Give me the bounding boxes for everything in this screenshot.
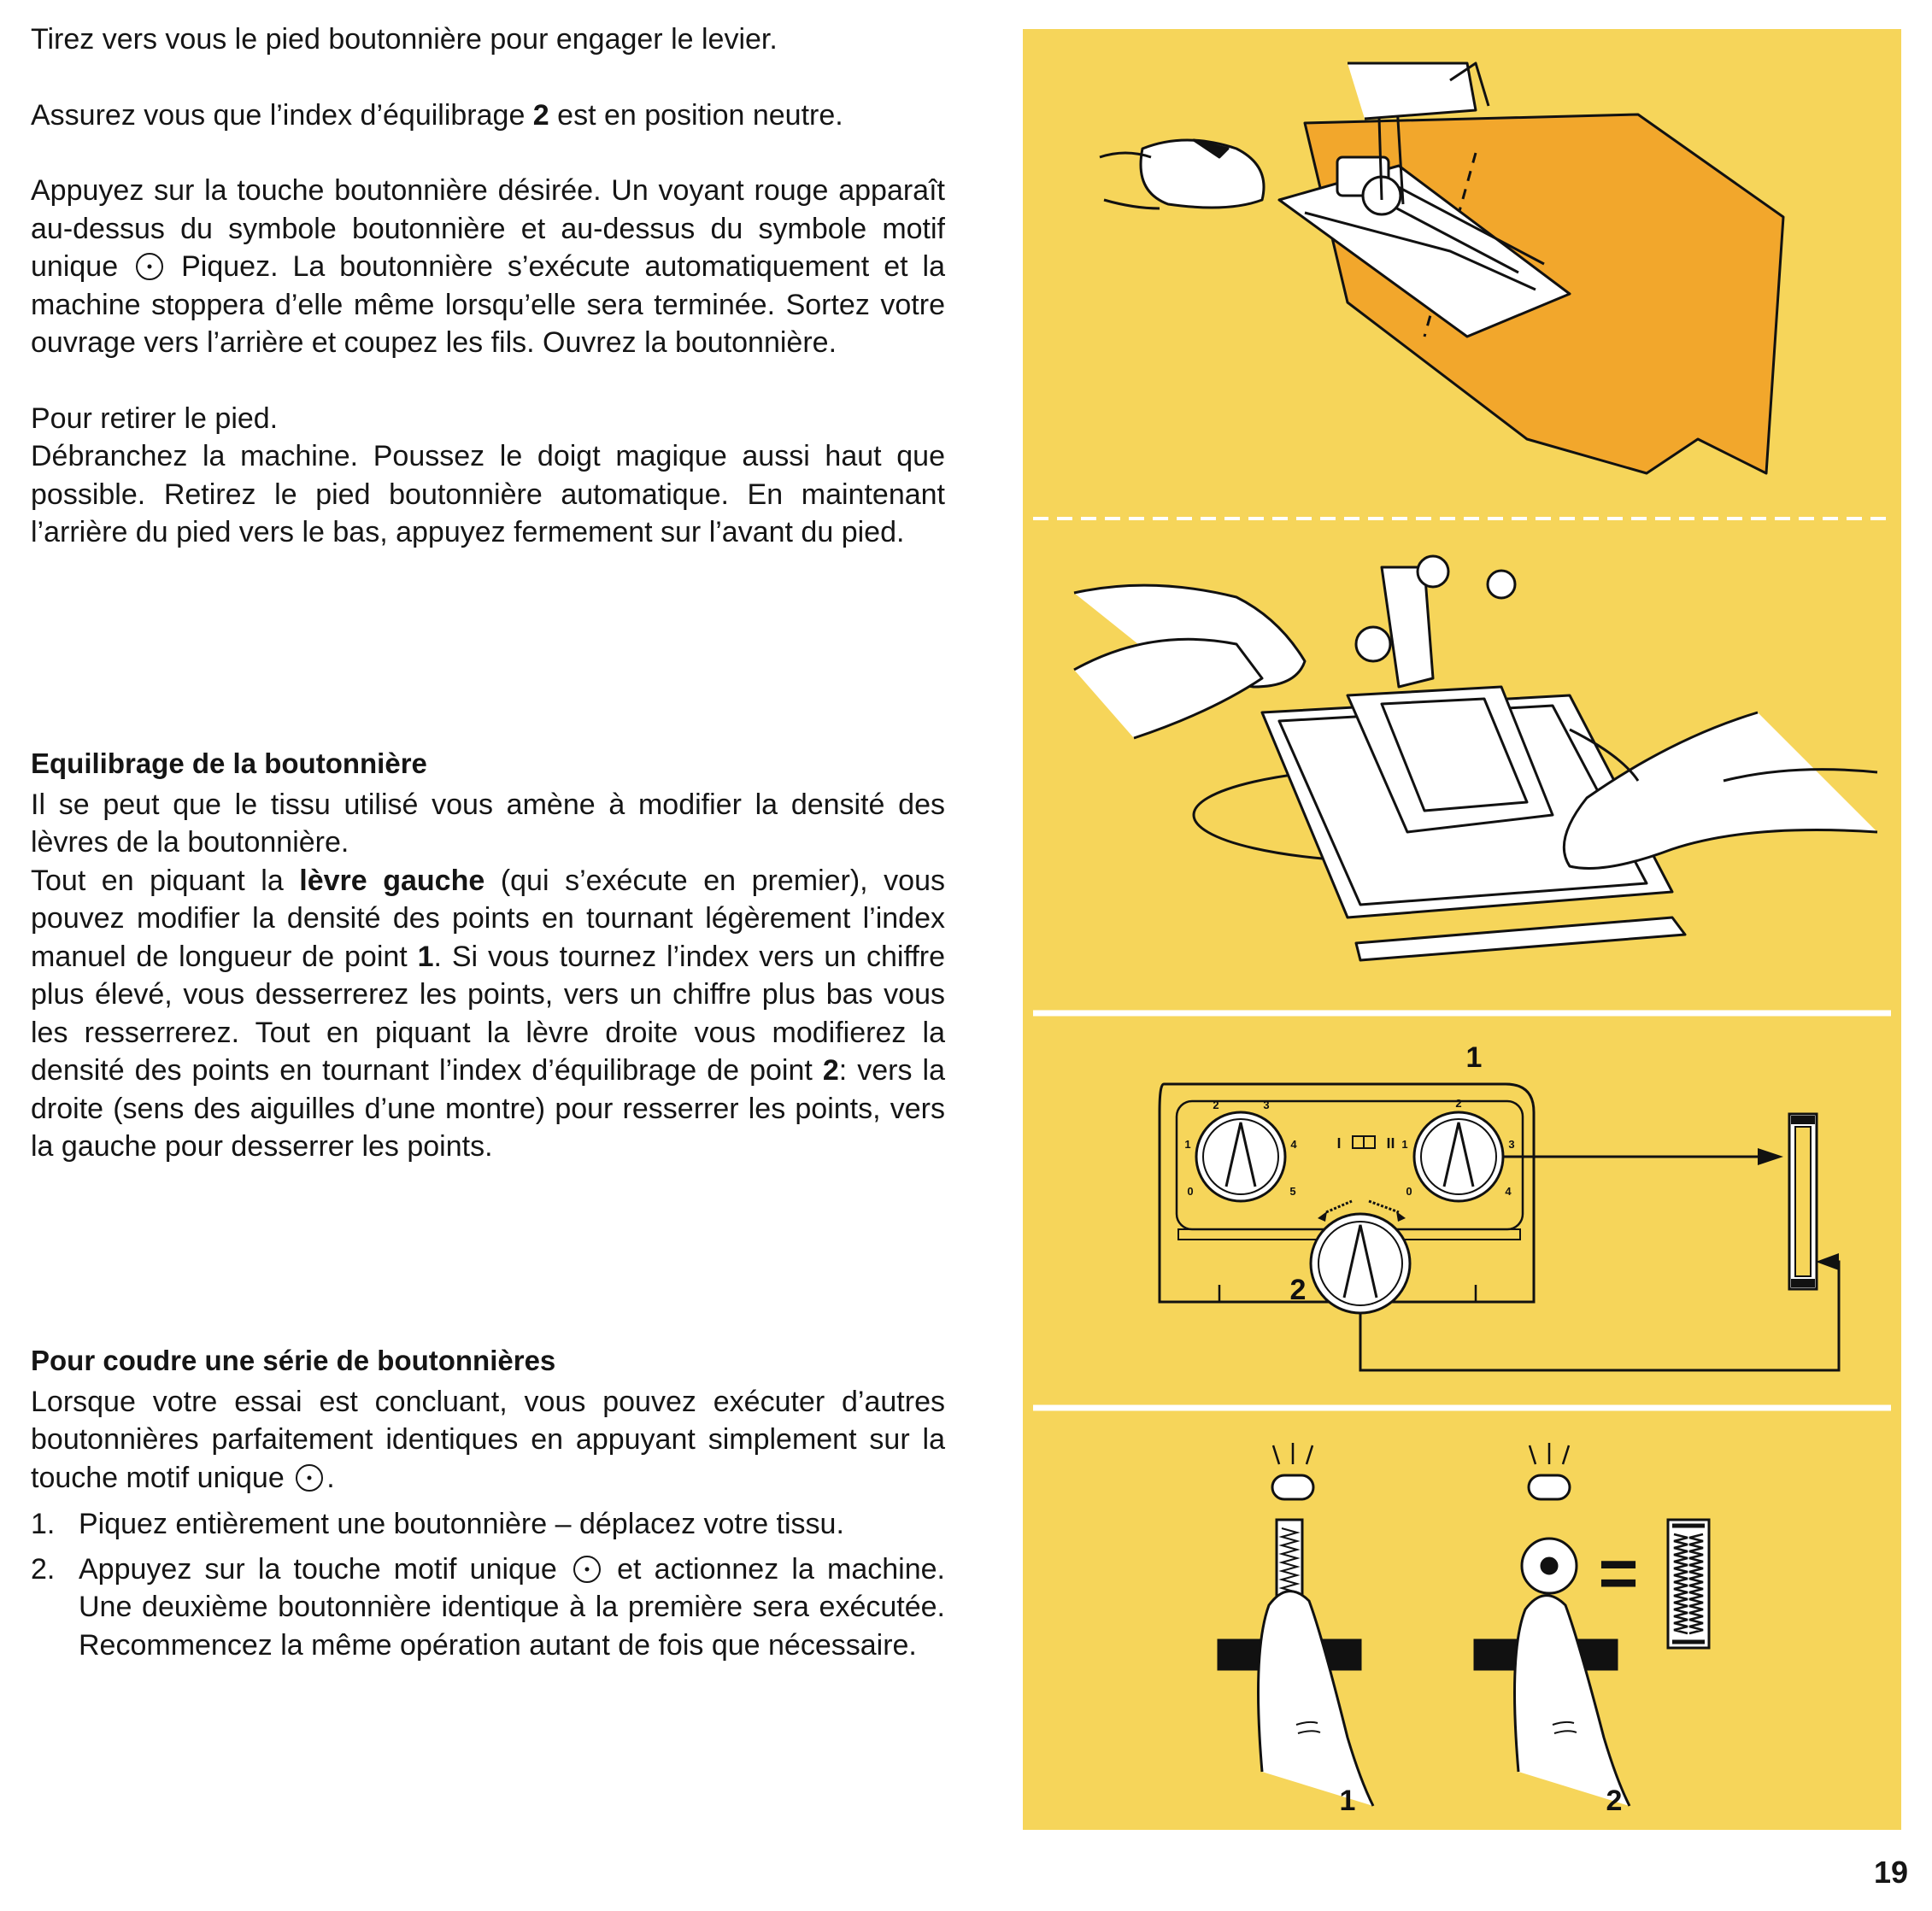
paragraph-remove-foot: Débranchez la machine. Poussez le doigt magique aussi haut que possible. Retirez le pied boutonnière automatique. En maintenant l’arrière du pied vers le bas, appuyez fermement sur l’avant du pied. — [31, 440, 945, 548]
illustration-key-press — [1219, 1443, 1709, 1817]
dial-tick: 0 — [1187, 1185, 1194, 1198]
list-item — [31, 1550, 945, 1665]
dial-tick: 4 — [1290, 1138, 1297, 1151]
paragraph-balance-detail — [31, 862, 945, 1166]
bold-span: 2 — [532, 98, 549, 132]
step-text: Piquez entièrement une boutonnière – déplacez votre tissu. — [79, 1508, 844, 1540]
illustration-foot-fabric — [1100, 63, 1783, 473]
right-hand-shape — [1564, 712, 1877, 869]
heading-balance: Equilibrage de la boutonnière — [31, 747, 427, 779]
steps-list — [31, 1505, 945, 1664]
dial-tick: 3 — [1263, 1099, 1270, 1111]
text-span: est en position neutre. — [549, 98, 843, 132]
illustration-panel — [1023, 29, 1901, 1830]
step-text: et actionnez la machine. Une deuxième boutonnière identique à la première sera exécutée. Recommencez la même opération autant de fois que nécessaire. — [79, 1552, 945, 1662]
text-span: . — [326, 1461, 335, 1494]
indicator-light-1 — [1272, 1475, 1313, 1499]
finished-buttonhole — [1668, 1520, 1709, 1648]
finger-shape — [1141, 140, 1264, 208]
step-number: 1. — [31, 1508, 56, 1540]
bold-span: 1 — [417, 940, 434, 973]
arrow-head-icon — [1816, 1253, 1839, 1270]
dial-tick: 5 — [1289, 1185, 1296, 1198]
equals-sign: = — [1598, 1535, 1639, 1611]
list-item — [31, 1505, 945, 1544]
text-span: Assurez vous que l’index d’équilibrage — [31, 98, 533, 132]
dial-tick: 1 — [1184, 1138, 1191, 1151]
label-step-1: 1 — [1339, 1785, 1356, 1817]
dial-tick: 1 — [1401, 1138, 1408, 1151]
text-span: : vers la droite (sens des aiguilles d’une montre) pour resserrer les points, vers la gauche pour desserrer les points. — [31, 1054, 945, 1163]
dial-tick: 4 — [1505, 1185, 1512, 1198]
single-pattern-icon — [296, 1464, 323, 1492]
text-span: Tout en piquant la — [31, 864, 300, 897]
label-dial-1: 1 — [1465, 1041, 1483, 1074]
paragraph-index-neutral — [31, 97, 945, 135]
dial-tick: 2 — [1455, 1097, 1462, 1110]
single-pattern-icon — [136, 253, 163, 280]
label-step-2: 2 — [1606, 1785, 1623, 1817]
bold-span: lèvre gauche — [299, 864, 485, 897]
paragraph-series — [31, 1383, 945, 1498]
arrow-head-icon — [1758, 1148, 1783, 1165]
step-text: Appuyez sur la touche motif unique — [79, 1552, 557, 1586]
paragraph-intro: Tirez vers vous le pied boutonnière pour engager le levier. — [31, 23, 778, 56]
paragraph-buttonhole-key — [31, 172, 945, 362]
illustration-dial-panel — [1160, 1041, 1839, 1370]
dial-tick: 2 — [1213, 1099, 1219, 1111]
text-span: Lorsque votre essai est concluant, vous pouvez exécuter d’autres boutonnières parfaitement identiques en appuyant simplement sur la touche motif unique — [31, 1385, 945, 1494]
text-span: Appuyez sur la touche boutonnière désirée. Un voyant rouge apparaît au-dessus du symbole boutonnière et au-dessus du symbole motif unique — [31, 174, 945, 283]
single-pattern-icon — [573, 1556, 601, 1583]
text-column — [31, 21, 945, 1671]
text-span: . Si vous tournez l’index vers un chiffre plus élevé, vous desserrerez les points, vers un chiffre plus bas vous les resserrerez. Tout en piquant la lèvre droite vous modifierez la densité des points en tournant l’index d’équilibrage de point — [31, 940, 945, 1087]
paragraph-balance-intro: Il se peut que le tissu utilisé vous amène à modifier la densité des lèvres de la boutonnière. — [31, 788, 945, 859]
dial-tick: 3 — [1508, 1138, 1515, 1151]
text-span: Piquez. La boutonnière s’exécute automatiquement et la machine stoppera d’elle même lorsqu’elle sera terminée. Sortez votre ouvrage vers l’arrière et coupez les fils. Ouvrez la boutonnière. — [31, 250, 946, 359]
label-dial-2: 2 — [1289, 1274, 1307, 1306]
paragraph-remove-foot-title: Pour retirer le pied. — [31, 402, 279, 435]
finger-icon — [1515, 1596, 1630, 1806]
text-span: (qui s’exécute en premier), vous pouvez modifier la densité des points en tournant légèrement l’index manuel de longueur de point — [31, 864, 945, 973]
heading-series: Pour coudre une série de boutonnières — [31, 1344, 556, 1376]
step-number: 2. — [31, 1552, 56, 1586]
indicator-light-2 — [1529, 1475, 1570, 1499]
illustration-remove-foot — [1074, 556, 1877, 960]
dial-tick: 0 — [1406, 1185, 1412, 1198]
bold-span: 2 — [822, 1054, 839, 1087]
finger-icon — [1259, 1592, 1374, 1806]
page-number: 19 — [1873, 1855, 1908, 1890]
